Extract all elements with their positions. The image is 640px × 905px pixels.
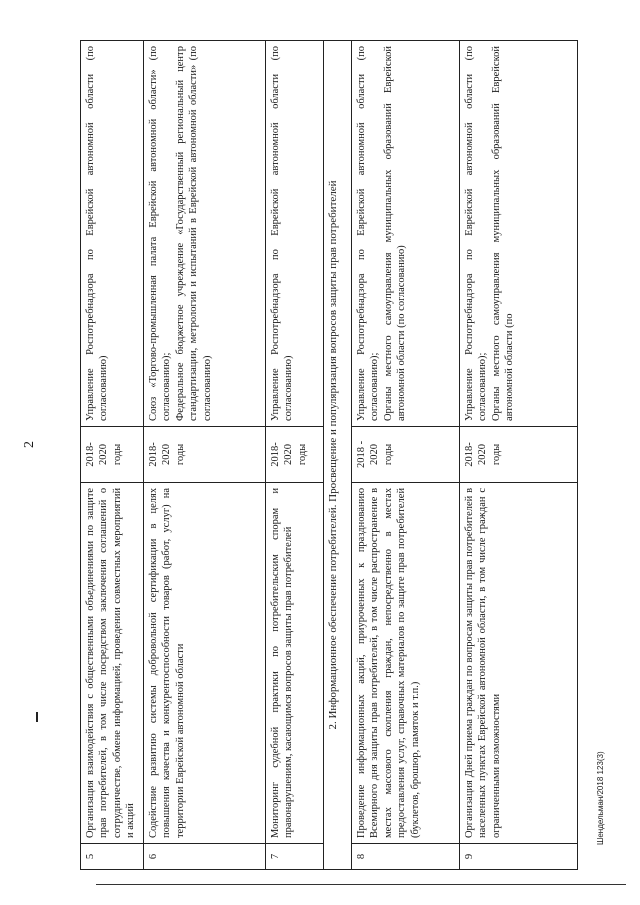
term-cell: 2018 - 2020 годы [352, 426, 459, 482]
row-number: 8 [352, 843, 459, 869]
table-row [266, 41, 324, 869]
measures-table [80, 40, 578, 870]
term-cell: 2018-2020 годы [81, 426, 143, 482]
document-stamp: Шендельман/2018 123(3) [596, 751, 605, 845]
activity-cell: Мониторинг судебной практики по потребительским спорам и правонарушениям, касающимся вопросов защиты прав потребителей [266, 482, 323, 843]
responsible-line: Федеральное бюджетное учреждение «Государственный региональный центр стандартизации, метрологии и испытаний в Еврейской автономной области» (по согласованию) [174, 45, 213, 422]
section-heading: 2. Информационное обеспечение потребителей. Просвещение и популяризация вопросов защиты прав потребителей [327, 180, 339, 730]
responsible-line: Управление Роспотребнадзора по Еврейской автономной области (по согласованию); [464, 45, 489, 422]
activity-cell: Проведение информационных акций, приуроченных к празднованию Всемирного дня защиты прав потребителей, в том числе распространение в местах массового скопления граждан, непосредственно в местах предоставления услуг, справочных материалов по защите прав потребителей (буклетов, брошюр, памяток и т.п.) [352, 482, 459, 843]
responsible-cell [266, 41, 323, 426]
responsible-line: Управление Роспотребнадзора по Еврейской автономной области (по согласованию); [356, 45, 381, 422]
activity-cell: Содействие развитию системы добровольной сертификации в целях повышения качества и конкурентоспособности товаров (работ, услуг) на территории Еврейской автономной области [144, 482, 265, 843]
activity-cell: Организация Дней приема граждан по вопросам защиты прав потребителей в населенных пунктах Еврейской автономной области, в том числе граждан с ограниченными возможностями [460, 482, 577, 843]
term-cell: 2018-2020 годы [460, 426, 577, 482]
table-row [81, 41, 144, 869]
page-number: 2 [22, 441, 37, 448]
table-row [352, 41, 460, 869]
responsible-cell [144, 41, 265, 426]
row-number: 9 [460, 843, 577, 869]
responsible-line: Управление Роспотребнадзора по Еврейской автономной области (по согласованию) [85, 45, 110, 422]
rotated-table-frame [80, 40, 578, 870]
table-row [144, 41, 266, 869]
section-row [324, 41, 352, 869]
responsible-line: Органы местного самоуправления муниципальных образований Еврейской автономной области (по [490, 45, 516, 422]
responsible-line: Органы местного самоуправления муниципальных образований Еврейской автономной области (по согласованию) [382, 45, 408, 422]
row-number: 5 [81, 843, 143, 869]
term-cell: 2018-2020 годы [144, 426, 265, 482]
responsible-cell [352, 41, 459, 426]
row-number: 6 [144, 843, 265, 869]
responsible-cell [81, 41, 143, 426]
responsible-cell [460, 41, 577, 426]
table-row [460, 41, 577, 869]
row-number: 7 [266, 843, 323, 869]
margin-mark [36, 712, 38, 722]
responsible-line: Союз «Торгово-промышленная палата Еврейской автономной области» (по согласованию); [148, 45, 173, 422]
responsible-line: Управление Роспотребнадзора по Еврейской автономной области (по согласованию) [270, 45, 295, 422]
bottom-rule [96, 884, 626, 885]
activity-cell: Организация взаимодействия с общественными объединениями по защите прав потребителей, в том числе посредством заключения соглашений о сотрудничестве, обмене информацией, проведении совместных мероприятий и акций [81, 482, 143, 843]
term-cell: 2018-2020 годы [266, 426, 323, 482]
